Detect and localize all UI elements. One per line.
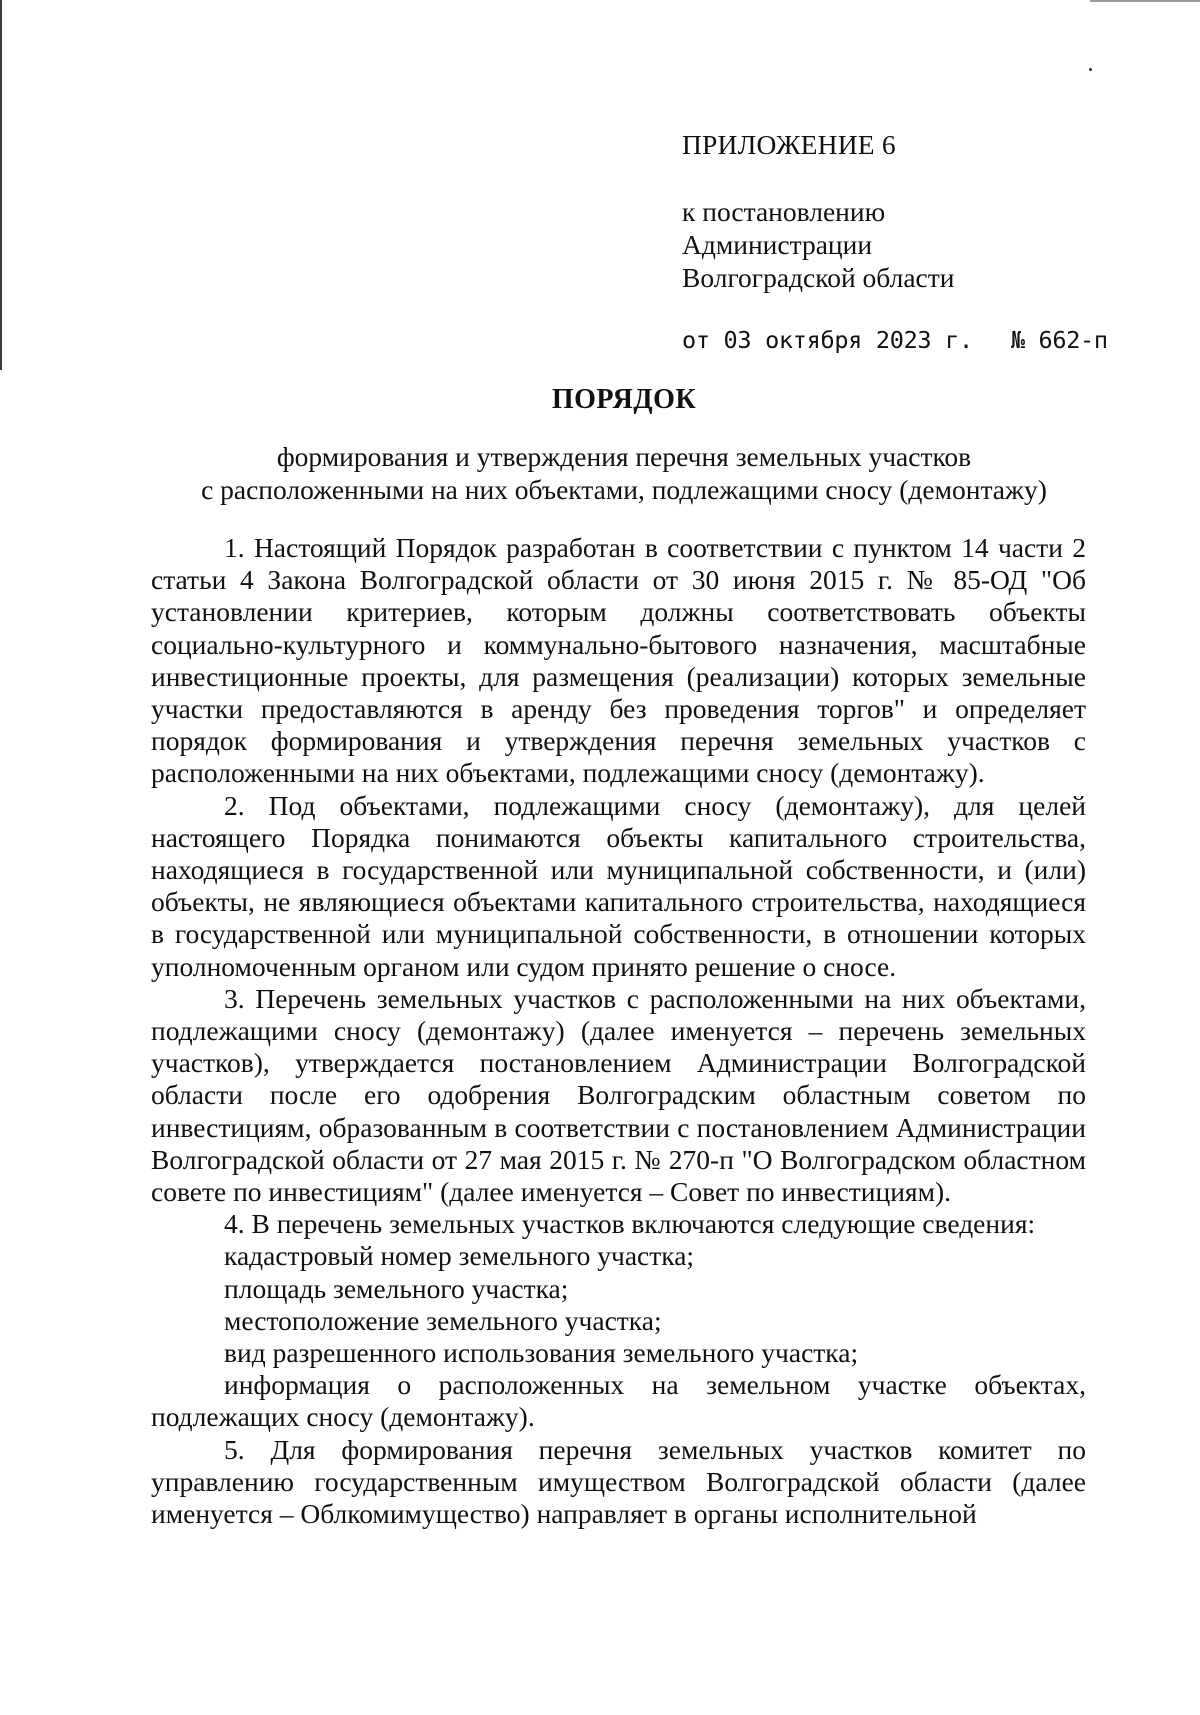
paragraph-1: 1. Настоящий Порядок разработан в соответствии с пунктом 14 части 2 статьи 4 Закона Волгоградской области от 30 июня 2015 г. № 85-ОД "Об установлении критериев, которым должны соответствовать объекты социально-культурного и коммунально-бытового назначения, масштабные инвестиционные проекты, для размещения (реализации) которых земельные участки предоставляются в аренду без проведения торгов" и определяет порядок формирования и утверждения перечня земельных участков с расположенными на них объектами, подлежащими сносу (демонтажу). — [151, 532, 1086, 789]
appendix-reference-line: к постановлению — [682, 196, 886, 227]
list-item: кадастровый номер земельного участка; — [224, 1240, 695, 1272]
paragraph-5: 5. Для формирования перечня земельных участков комитет по управлению государственным имуществом Волгоградской области (далее именуется – Облкомимущество) направляет в органы исполнительной — [151, 1433, 1086, 1530]
appendix-header — [682, 128, 1162, 357]
scan-edge-top — [1090, 0, 1200, 2]
paragraph-2: 2. Под объектами, подлежащими сносу (демонтажу), для целей настоящего Порядка понимаются объекты капитального строительства, находящиеся в государственной или муниципальной собственности, и (или) объекты, не являющиеся объектами капитального строительства, находящиеся в государственной или муниципальной собственности, в отношении которых уполномоченным органом или судом принято решение о сносе. — [151, 789, 1086, 982]
scan-edge-left — [0, 0, 2, 370]
list-item: местоположение земельного участка; — [224, 1304, 662, 1336]
decree-number: № 662-п — [1010, 326, 1108, 354]
document-title: ПОРЯДОК — [551, 384, 697, 415]
list-item: информация о расположенных на земельном участке объектах, подлежащих сносу (демонтажу). — [151, 1369, 1086, 1433]
appendix-reference-line: Администрации — [682, 229, 873, 260]
document-body — [151, 532, 1086, 1530]
paragraph-3: 3. Перечень земельных участков с расположенными на них объектами, подлежащими сносу (демонтажу) (далее именуется – перечень земельных участков), утверждается постановлением Администрации Волгоградской области после его одобрения Волгоградским областным советом по инвестициям, образованным в соответствии с постановлением Администрации Волгоградской области от 27 мая 2015 г. № 270-п "О Волгоградском областном совете по инвестициям" (далее именуется – Совет по инвестициям). — [151, 982, 1086, 1208]
paragraph-4-intro: 4. В перечень земельных участков включаются следующие сведения: — [224, 1208, 1036, 1240]
decree-date: от 03 октября 2023 г. — [682, 326, 973, 354]
subtitle-line: с расположенными на них объектами, подлежащими сносу (демонтажу) — [201, 474, 1047, 505]
appendix-title: ПРИЛОЖЕНИЕ 6 — [682, 129, 896, 160]
scan-speck — [1089, 68, 1092, 71]
appendix-date-number — [682, 324, 1162, 357]
appendix-reference-line: Волгоградской области — [682, 262, 955, 293]
subtitle-line: формирования и утверждения перечня земельных участков — [276, 441, 972, 472]
document-subtitle — [150, 440, 1098, 506]
list-item: вид разрешенного использования земельного участка; — [224, 1337, 859, 1369]
appendix-reference — [682, 195, 1162, 294]
list-item: площадь земельного участка; — [224, 1272, 569, 1304]
